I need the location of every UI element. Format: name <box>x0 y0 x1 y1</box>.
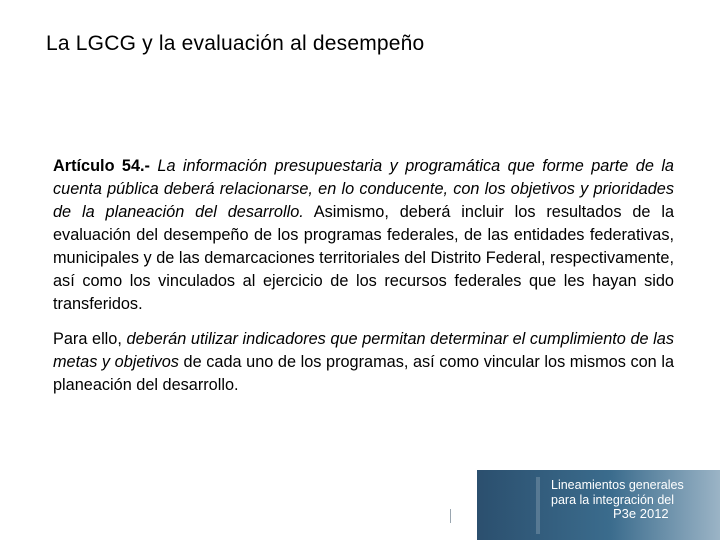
divider-tick <box>450 509 451 523</box>
article-italic-text: La información presupuestaria y programática que forme parte de la cuenta pública deberá relacionarse, en lo conducente, con los objetivos y prioridades de la planeación del desarrollo. <box>53 157 674 221</box>
footer-logo-mark <box>536 477 540 534</box>
footer-banner-text <box>551 478 711 522</box>
article-paragraph-2 <box>53 328 674 397</box>
footer-brand: P3e 2012 <box>613 506 669 521</box>
article-paragraph-1 <box>53 155 674 316</box>
article-text-rest: Asimismo, deberá incluir los resultados de la evaluación del desempeño de los programas federales, de las entidades federativas, municipales y de las demarcaciones territoriales del Distrito Federal, respectivamente, así como los vinculados al ejercicio de los recursos federales que les hayan sido transferidos. <box>53 203 675 313</box>
article-text <box>53 155 674 397</box>
paragraph-2-rest: de cada uno de los programas, así como vincular los mismos con la planeación del desarrollo. <box>53 353 674 394</box>
paragraph-2-italic: deberán utilizar indicadores que permitan determinar el cumplimiento de las metas y objetivos <box>53 330 674 371</box>
article-label: Artículo 54.- <box>53 157 150 175</box>
page-title: La LGCG y la evaluación al desempeño <box>46 32 425 55</box>
footer-line-1: Lineamientos generales <box>551 478 684 492</box>
footer-line-2: para la integración del <box>551 492 674 507</box>
paragraph-2-start: Para ello, <box>53 330 122 348</box>
